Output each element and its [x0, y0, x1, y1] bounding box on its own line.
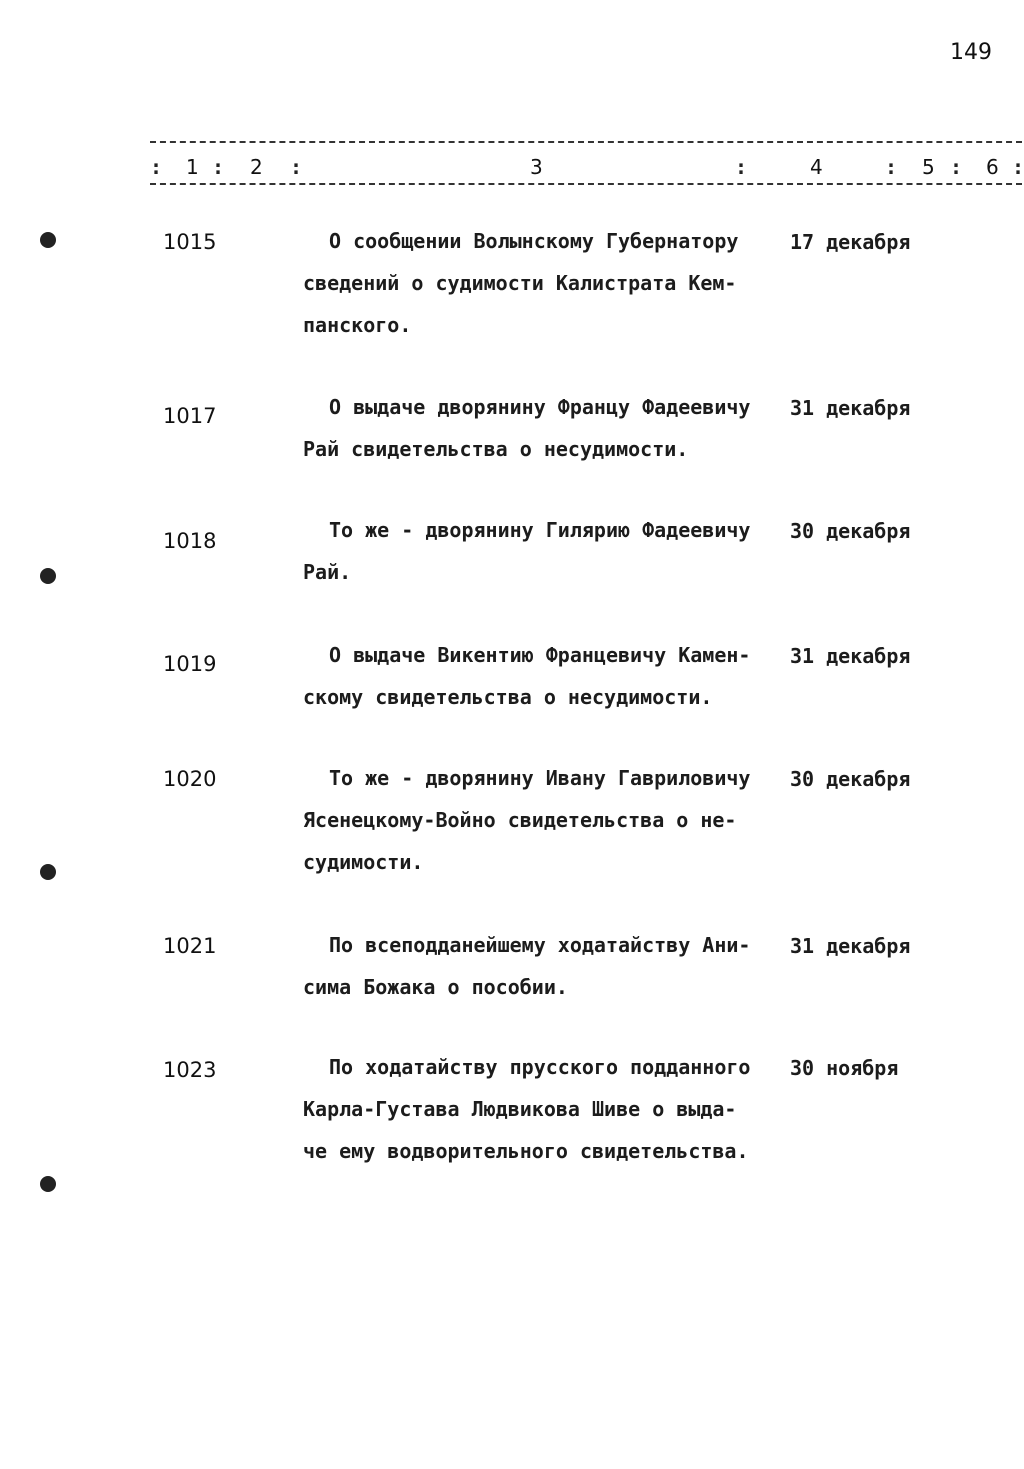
- case-date: 31 декабря: [790, 644, 911, 668]
- case-number: 1018: [163, 529, 217, 553]
- header-rule-bottom: [150, 183, 1022, 185]
- case-title: О выдаче дворянину Францу Фадеевичу Рай свидетельства о несудимости.: [303, 395, 751, 461]
- column-separator: :: [1012, 155, 1024, 179]
- column-separator: :: [212, 155, 225, 179]
- binding-hole-mark: [40, 568, 56, 584]
- case-title: О выдаче Викентию Францевичу Камен- скому свидетельства о несудимости.: [303, 643, 751, 709]
- table-header: [150, 135, 1022, 195]
- case-title: То же - дворянину Гилярию Фадеевичу Рай.: [303, 518, 751, 584]
- case-date: 30 декабря: [790, 519, 911, 543]
- case-title: По ходатайству прусского подданного Карла-Густава Людвикова Шиве о выда- че ему водворительного свидетельства.: [303, 1055, 751, 1163]
- binding-hole-mark: [40, 1176, 56, 1192]
- case-date: 30 декабря: [790, 767, 911, 791]
- case-date: 17 декабря: [790, 230, 911, 254]
- column-number-2: 2: [250, 155, 263, 179]
- column-separator: :: [150, 155, 163, 179]
- case-number: 1023: [163, 1058, 217, 1082]
- column-number-5: 5: [922, 155, 935, 179]
- column-separator: :: [885, 155, 898, 179]
- case-number: 1019: [163, 652, 217, 676]
- case-number: 1020: [163, 767, 217, 791]
- case-number: 1017: [163, 404, 217, 428]
- column-number-1: 1: [186, 155, 199, 179]
- case-title: О сообщении Волынскому Губернатору сведений о судимости Калистрата Кем- панского.: [303, 229, 739, 337]
- column-separator: :: [735, 155, 748, 179]
- case-date: 30 ноября: [790, 1056, 899, 1080]
- binding-hole-mark: [40, 232, 56, 248]
- case-date: 31 декабря: [790, 396, 911, 420]
- case-date: 31 декабря: [790, 934, 911, 958]
- binding-hole-mark: [40, 864, 56, 880]
- case-title: То же - дворянину Ивану Гавриловичу Ясенецкому-Войно свидетельства о не- судимости.: [303, 766, 751, 874]
- page-number: 149: [950, 40, 992, 65]
- case-number: 1015: [163, 230, 217, 254]
- header-rule-top: [150, 141, 1022, 143]
- column-separator: :: [950, 155, 963, 179]
- case-title: По всеподданейшему ходатайству Ани- сима Божака о пособии.: [303, 933, 751, 999]
- case-number: 1021: [163, 934, 217, 958]
- column-number-3: 3: [530, 155, 543, 179]
- column-separator: :: [290, 155, 303, 179]
- column-number-4: 4: [810, 155, 823, 179]
- column-number-6: 6: [986, 155, 999, 179]
